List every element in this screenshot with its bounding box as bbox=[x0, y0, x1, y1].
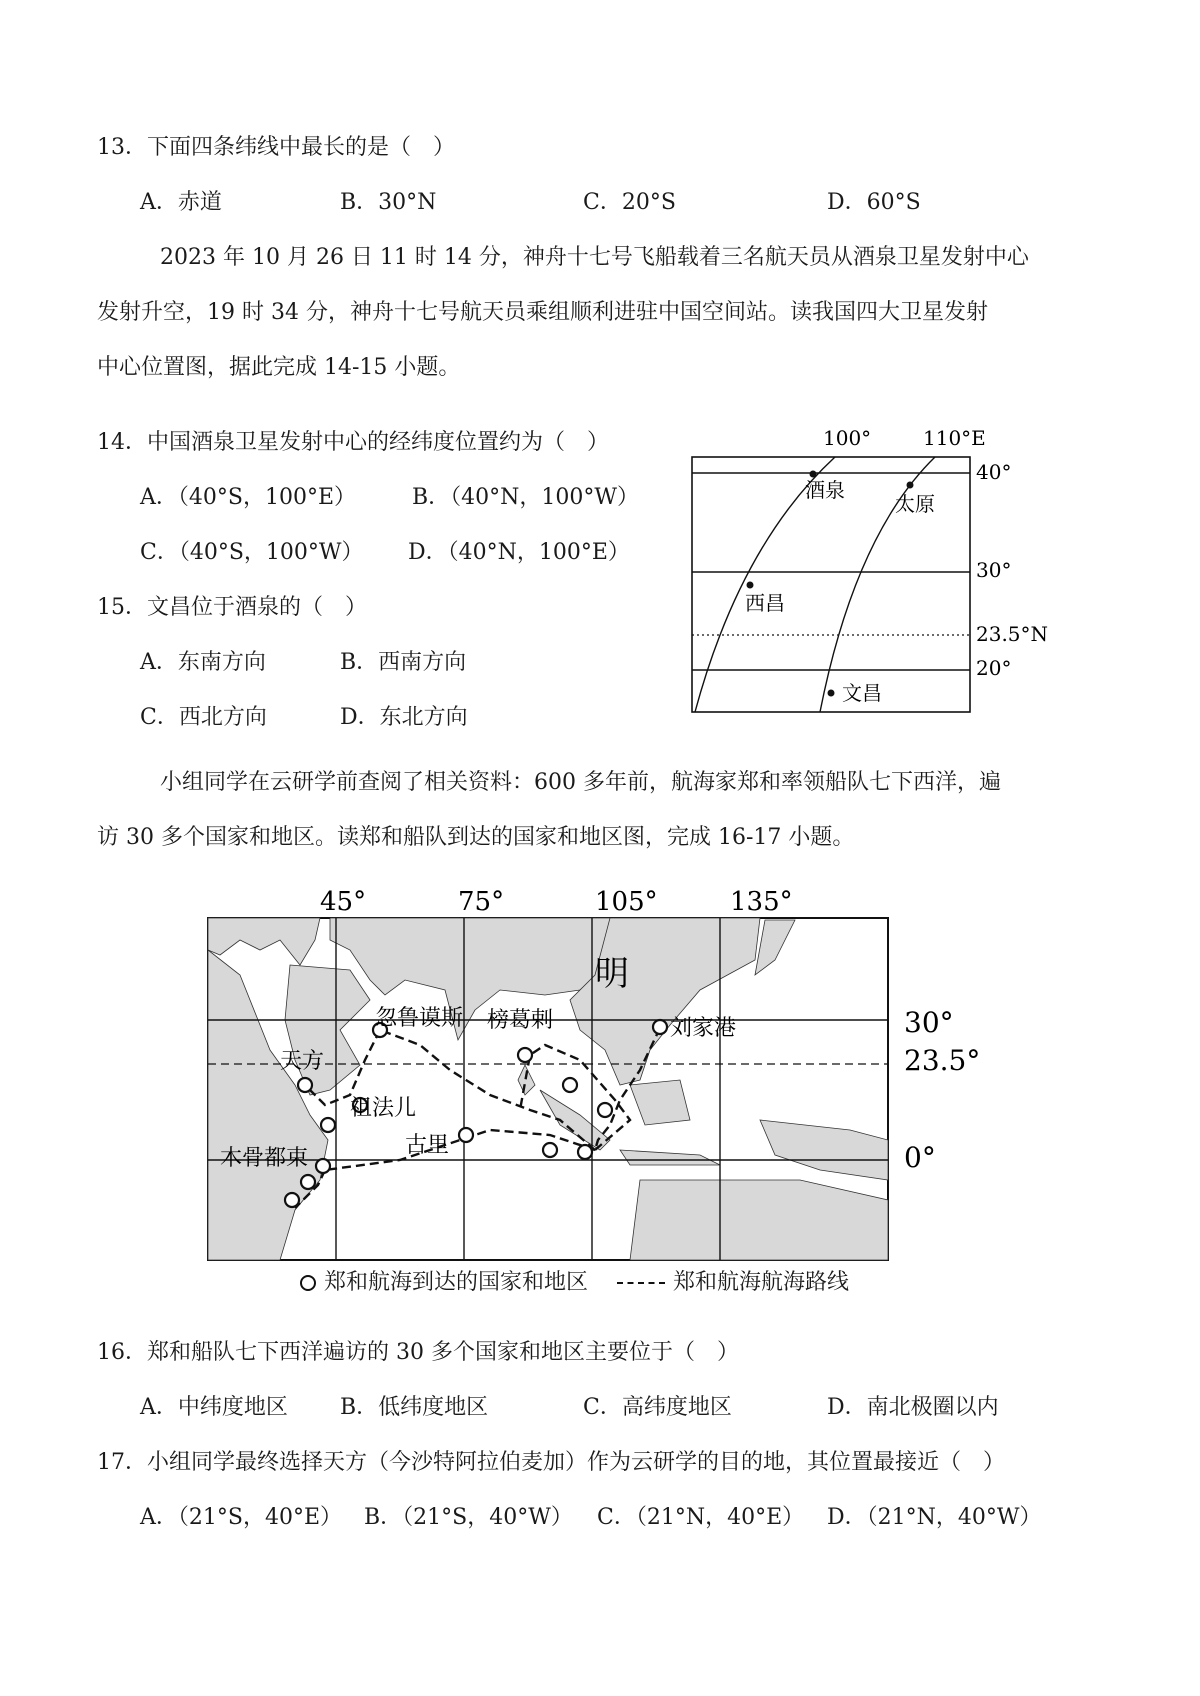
map2-lon-45: 45° bbox=[320, 887, 367, 917]
map2-lon-75: 75° bbox=[458, 887, 505, 917]
map2-lat-label-0: 0° bbox=[904, 1141, 936, 1174]
map1-lon-110e: 110°E bbox=[923, 426, 986, 450]
q16-option-a: A．中纬度地区 bbox=[140, 1395, 288, 1420]
q14-stem: 14．中国酒泉卫星发射中心的经纬度位置约为（ ） bbox=[97, 430, 609, 455]
map1-lon-100: 100° bbox=[823, 426, 872, 450]
calicut-label: 古里 bbox=[405, 1133, 450, 1158]
q17-option-d: D．（21°N，40°W） bbox=[827, 1505, 1042, 1530]
stop-brava bbox=[301, 1175, 315, 1189]
q13-option-c: C．20°S bbox=[583, 190, 676, 215]
stop-malindi bbox=[285, 1193, 299, 1207]
legend-stop-label: 郑和航海到达的国家和地区 bbox=[324, 1270, 589, 1295]
stop-mecca bbox=[298, 1078, 312, 1092]
jiuquan-dot bbox=[810, 471, 817, 478]
q15-stem: 15．文昌位于酒泉的（ ） bbox=[97, 595, 367, 620]
map2-land-australia bbox=[630, 1180, 888, 1260]
wenchang-label: 文昌 bbox=[842, 681, 882, 705]
stop-aden bbox=[321, 1118, 335, 1132]
mecca-label: 天方 bbox=[280, 1049, 325, 1074]
map2-lat-label-30: 30° bbox=[904, 1006, 954, 1039]
passage1-line-2: 发射升空，19 时 34 分，神舟十七号航天员乘组顺利进驻中国空间站。读我国四大卫星发射 bbox=[97, 300, 988, 325]
q16-stem: 16．郑和船队七下西洋遍访的 30 多个国家和地区主要位于（ ） bbox=[97, 1340, 739, 1365]
passage1-line-3: 中心位置图，据此完成 14-15 小题。 bbox=[97, 355, 461, 380]
passage1-line-1: 2023 年 10 月 26 日 11 时 14 分，神舟十七号飞船载着三名航天员从酒泉卫星发射中心 bbox=[160, 245, 1029, 270]
q13-option-a: A．赤道 bbox=[140, 190, 222, 215]
q15-option-a: A．东南方向 bbox=[140, 650, 266, 675]
bengal-label: 榜葛剌 bbox=[487, 1008, 554, 1033]
q17-option-a: A．（21°S，40°E） bbox=[140, 1505, 343, 1530]
legend-route-icon bbox=[617, 1282, 665, 1284]
q17-stem: 17．小组同学最终选择天方（今沙特阿拉伯麦加）作为云研学的目的地，其位置最接近（ ） bbox=[97, 1450, 1005, 1475]
q17-option-c: C．（21°N，40°E） bbox=[597, 1505, 805, 1530]
xichang-dot bbox=[747, 582, 754, 589]
q13-option-b: B．30°N bbox=[340, 190, 437, 215]
map2-lon-105: 105° bbox=[595, 887, 658, 917]
q13-option-d: D．60°S bbox=[827, 190, 921, 215]
q16-option-d: D．南北极圈以内 bbox=[827, 1395, 999, 1420]
taiyuan-label: 太原 bbox=[895, 492, 935, 516]
ming-label: 明 bbox=[595, 954, 629, 994]
q16-option-c: C．高纬度地区 bbox=[583, 1395, 732, 1420]
map1-lat-label-30: 30° bbox=[976, 558, 1012, 582]
stop-champa bbox=[563, 1078, 577, 1092]
q14-option-b: B．（40°N，100°W） bbox=[412, 485, 640, 510]
passage2-line-2: 访 30 多个国家和地区。读郑和船队到达的国家和地区图，完成 16-17 小题。 bbox=[97, 825, 855, 850]
q14-option-a: A．（40°S，100°E） bbox=[140, 485, 357, 510]
zheng-he-voyage-map bbox=[200, 880, 980, 1270]
map1-lat-label-23-5n: 23.5°N bbox=[976, 622, 1049, 646]
map2-lat-label-23-5: 23.5° bbox=[904, 1044, 980, 1077]
xichang-label: 西昌 bbox=[745, 591, 785, 615]
mogadishu-label: 木骨都束 bbox=[220, 1146, 309, 1171]
passage2-line-1: 小组同学在云研学前查阅了相关资料：600 多年前，航海家郑和率领船队七下西洋，遍 bbox=[160, 770, 1001, 795]
stop-liujiagang bbox=[653, 1020, 667, 1034]
wenchang-dot bbox=[828, 690, 835, 697]
stop-malacca bbox=[578, 1145, 592, 1159]
q15-option-d: D．东北方向 bbox=[340, 705, 468, 730]
satellite-launch-centers-map bbox=[680, 425, 1090, 725]
map1-lat-label-20: 20° bbox=[976, 656, 1012, 680]
map2-legend bbox=[300, 1268, 849, 1298]
map1-lat-label-40: 40° bbox=[976, 460, 1012, 484]
map2-lon-135: 135° bbox=[730, 887, 793, 917]
hormuz-label: 忽鲁谟斯 bbox=[375, 1006, 464, 1031]
q17-option-b: B．（21°S，40°W） bbox=[364, 1505, 573, 1530]
q14-option-d: D．（40°N，100°E） bbox=[408, 540, 630, 565]
legend-stop-icon bbox=[300, 1275, 316, 1291]
stop-bengal bbox=[518, 1048, 532, 1062]
q15-option-b: B．西南方向 bbox=[340, 650, 467, 675]
stop-mogadishu bbox=[316, 1159, 330, 1173]
q16-option-b: B．低纬度地区 bbox=[340, 1395, 489, 1420]
liujiagang-label: 刘家港 bbox=[670, 1016, 737, 1041]
q15-option-c: C．西北方向 bbox=[140, 705, 267, 730]
q13-stem: 13．下面四条纬线中最长的是（ ） bbox=[97, 135, 455, 160]
jiuquan-label: 酒泉 bbox=[805, 478, 845, 502]
dhofar-label: 祖法儿 bbox=[350, 1096, 417, 1121]
stop-calicut bbox=[459, 1128, 473, 1142]
q14-option-c: C．（40°S，100°W） bbox=[140, 540, 364, 565]
stop-brunei bbox=[598, 1103, 612, 1117]
taiyuan-dot bbox=[907, 482, 914, 489]
legend-route-label: 郑和航海航海路线 bbox=[673, 1270, 850, 1295]
stop-aceh bbox=[543, 1143, 557, 1157]
